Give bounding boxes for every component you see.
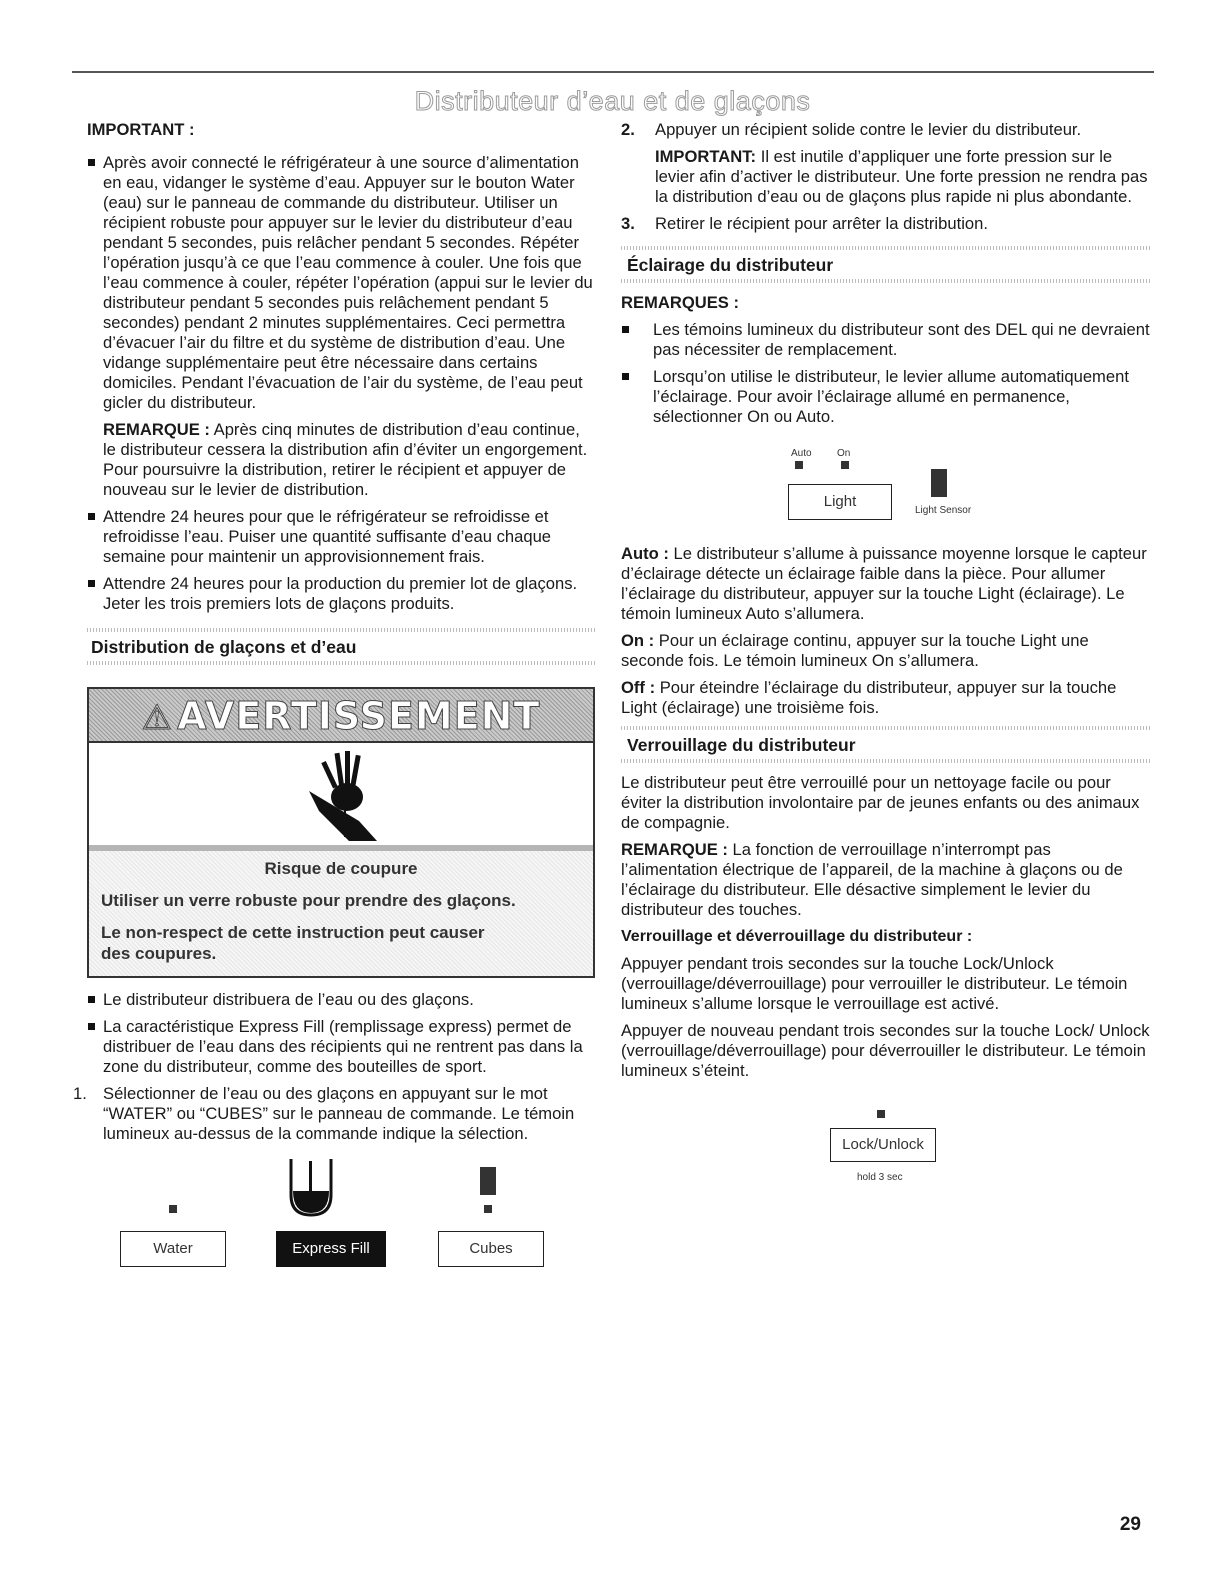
dispenser-control-panel <box>87 1151 595 1271</box>
section-lock <box>621 726 1151 763</box>
step-3 <box>621 214 1151 234</box>
cut-hand-icon <box>299 751 389 841</box>
cubes-indicator-icon <box>480 1167 496 1195</box>
auto-mode-label: Auto : <box>621 544 669 563</box>
on-mode-label: On : <box>621 631 655 650</box>
off-para <box>621 678 1151 718</box>
lock-control-panel <box>621 1088 1151 1183</box>
bullet-wait-ice-text: Attendre 24 heures pour la production du premier lot de glaçons. Jeter les trois premiers lots de glaçons produits. <box>103 574 578 613</box>
warning-box <box>87 687 595 978</box>
bullet-light-auto <box>621 367 1151 427</box>
auto-para <box>621 544 1151 624</box>
on-led <box>841 461 849 469</box>
step-1 <box>73 1084 595 1144</box>
bullet-wait-cool-text: Attendre 24 heures pour que le réfrigérateur se refroidisse et refroidisse l’eau. Puiser une quantité suffisante d’eau chaque semaine pour maintenir un approvisionnement frais. <box>103 507 552 566</box>
right-column <box>621 120 1151 1183</box>
warning-text-area <box>89 851 593 976</box>
bullet-light-auto-text: Lorsqu’on utilise le distributeur, le levier allume automatiquement l’éclairage. Pour avoir l’éclairage allumé en permanence, sélectionner On ou Auto. <box>653 367 1129 426</box>
lock-sub-heading: Verrouillage et déverrouillage du distributeur : <box>621 928 973 945</box>
lock-intro: Le distributeur peut être verrouillé pour un nettoyage facile ou pour éviter la distribution involontaire par de jeunes enfants ou des animaux de compagnie. <box>621 773 1140 832</box>
warning-consequence: Le non-respect de cette instruction peut causer des coupures. <box>101 923 485 963</box>
bullet-express-text: La caractéristique Express Fill (remplissage express) permet de distribuer de l’eau dans des récipients qui ne rentrent pas dans la zone du distributeur, comme des bouteilles de sport. <box>103 1017 583 1076</box>
water-led <box>169 1205 177 1213</box>
bullet-flush-text: Après avoir connecté le réfrigérateur à une source d’alimentation en eau, vidanger le système d’eau. Appuyer sur le bouton Water (eau) sur le panneau de commande du distributeur. Utiliser un récipient robuste pour appuyer sur le levier du distributeur d’eau pendant 5 secondes, puis relâcher pendant 5 secondes. Répéter l’opération jusqu’à ce que l’eau commence à couler. Une fois que l’eau commence à couler, répéter l’opération (appui sur le levier du distributeur pendant 5 secondes puis relâchement pendant 5 secondes) pendant 2 minutes supplémentaires. Ceci permettra d’évacuer l’air du filtre et du système de distribution d’eau. Une vidange supplémentaire peut être nécessaire dans certains domiciles. Pendant l’évacuation de l’air du système, de l’eau peut gicler du distributeur. <box>103 153 593 412</box>
auto-label: Auto <box>791 448 812 459</box>
warning-triangle-icon: ⚠ <box>141 698 174 738</box>
step-3-number: 3. <box>621 214 635 233</box>
express-fill-icon <box>283 1155 339 1219</box>
on-para <box>621 631 1151 671</box>
bullet-dispense <box>87 990 595 1010</box>
step-2-number: 2. <box>621 120 635 139</box>
lock-remarque-label: REMARQUE : <box>621 840 728 859</box>
page-number: 29 <box>1119 1514 1141 1535</box>
step-3-text: Retirer le récipient pour arrêter la distribution. <box>655 214 988 233</box>
step-2-text: Appuyer un récipient solide contre le levier du distributeur. <box>655 120 1082 139</box>
bullet-wait-cool <box>87 507 595 567</box>
section-dispensing <box>87 628 595 665</box>
cubes-button[interactable]: Cubes <box>438 1231 544 1267</box>
page-title: Distributeur d’eau et de glaçons <box>414 86 811 116</box>
auto-led <box>795 461 803 469</box>
warning-icon-area <box>89 743 593 851</box>
step-2 <box>621 120 1151 207</box>
bullet-led <box>621 320 1151 360</box>
section-lock-title: Verrouillage du distributeur <box>627 735 856 755</box>
light-sensor-icon <box>931 469 947 497</box>
cubes-led <box>484 1205 492 1213</box>
light-sensor-label: Light Sensor <box>915 505 972 516</box>
warning-instruction: Utiliser un verre robuste pour prendre des glaçons. <box>101 891 516 910</box>
off-mode-text: Pour éteindre l’éclairage du distributeur, appuyer sur la touche Light (éclairage) une troisième fois. <box>621 678 1117 717</box>
on-mode-text: Pour un éclairage continu, appuyer sur la touche Light une seconde fois. Le témoin lumineux On s’allumera. <box>621 631 1089 670</box>
auto-mode-text: Le distributeur s’allume à puissance moyenne lorsque le capteur d’éclairage détecte un éclairage faible dans la pièce. Pour allumer l’éclairage du distributeur, appuyer sur la touche Light (éclairage). Le témoin lumineux Auto s’allumera. <box>621 544 1147 623</box>
top-rule <box>72 71 1154 73</box>
light-button[interactable]: Light <box>788 484 892 520</box>
remarque-label: REMARQUE : <box>103 420 210 439</box>
warning-header-text: AVERTISSEMENT <box>177 694 541 738</box>
left-column <box>73 120 595 1271</box>
remarque-para <box>87 420 595 500</box>
lock-remarque <box>621 840 1151 920</box>
unlock-instruction: Appuyer de nouveau pendant trois secondes sur la touche Lock/ Unlock (verrouillage/déverrouillage) pour déverrouiller le distributeur. Le témoin lumineux s’éteint. <box>621 1021 1150 1080</box>
section-lighting <box>621 246 1151 283</box>
bullet-express <box>87 1017 595 1077</box>
step-2-important-label: IMPORTANT: <box>655 147 757 166</box>
bullet-led-text: Les témoins lumineux du distributeur sont des DEL qui ne devraient pas nécessiter de remplacement. <box>653 320 1150 359</box>
important-heading: IMPORTANT : <box>87 120 195 139</box>
light-control-panel <box>621 434 1151 544</box>
step-1-number: 1. <box>73 1084 87 1103</box>
lock-unlock-button[interactable]: Lock/Unlock <box>830 1128 936 1162</box>
lock-led <box>877 1110 885 1118</box>
on-label: On <box>837 448 851 459</box>
lock-remarque-text: La fonction de verrouillage n’interrompt pas l’alimentation électrique de l’appareil, de la machine à glaçons ou de l’éclairage du distributeur. Elle désactive simplement le levier du distributeur des touches. <box>621 840 1123 919</box>
off-mode-label: Off : <box>621 678 656 697</box>
hold-label: hold 3 sec <box>857 1172 903 1183</box>
warning-header <box>89 689 593 743</box>
warning-risk: Risque de coupure <box>264 859 418 878</box>
bullet-dispense-text: Le distributeur distribuera de l’eau ou des glaçons. <box>103 990 474 1009</box>
step-1-text: Sélectionner de l’eau ou des glaçons en appuyant sur le mot “WATER” ou “CUBES” sur le panneau de commande. Le témoin lumineux au-dessus de la commande indique la sélection. <box>103 1084 575 1143</box>
express-fill-button[interactable]: Express Fill <box>276 1231 386 1267</box>
bullet-wait-ice <box>87 574 595 614</box>
step-2-important <box>655 147 1151 207</box>
remarque-text: Après cinq minutes de distribution d’eau continue, le distributeur cessera la distribution afin d’éviter un engorgement. Pour poursuivre la distribution, retirer le récipient et appuyer de nouveau sur le levier de distribution. <box>103 420 588 499</box>
section-dispensing-title: Distribution de glaçons et d’eau <box>91 637 357 657</box>
section-lighting-title: Éclairage du distributeur <box>627 255 834 275</box>
water-button[interactable]: Water <box>120 1231 226 1267</box>
bullet-flush <box>87 153 595 413</box>
remarques-heading: REMARQUES : <box>621 293 740 312</box>
lock-instruction: Appuyer pendant trois secondes sur la touche Lock/Unlock (verrouillage/déverrouillage) pour verrouiller le distributeur. Le témoin lumineux s’allume lorsque le verrouillage est activé. <box>621 954 1128 1013</box>
step-2-important-text: Il est inutile d’appliquer une forte pression sur le levier afin d’activer le distributeur. Une forte pression ne rendra pas la distribution d’eau ou de glaçons plus rapide ni plus abondante. <box>655 147 1148 206</box>
